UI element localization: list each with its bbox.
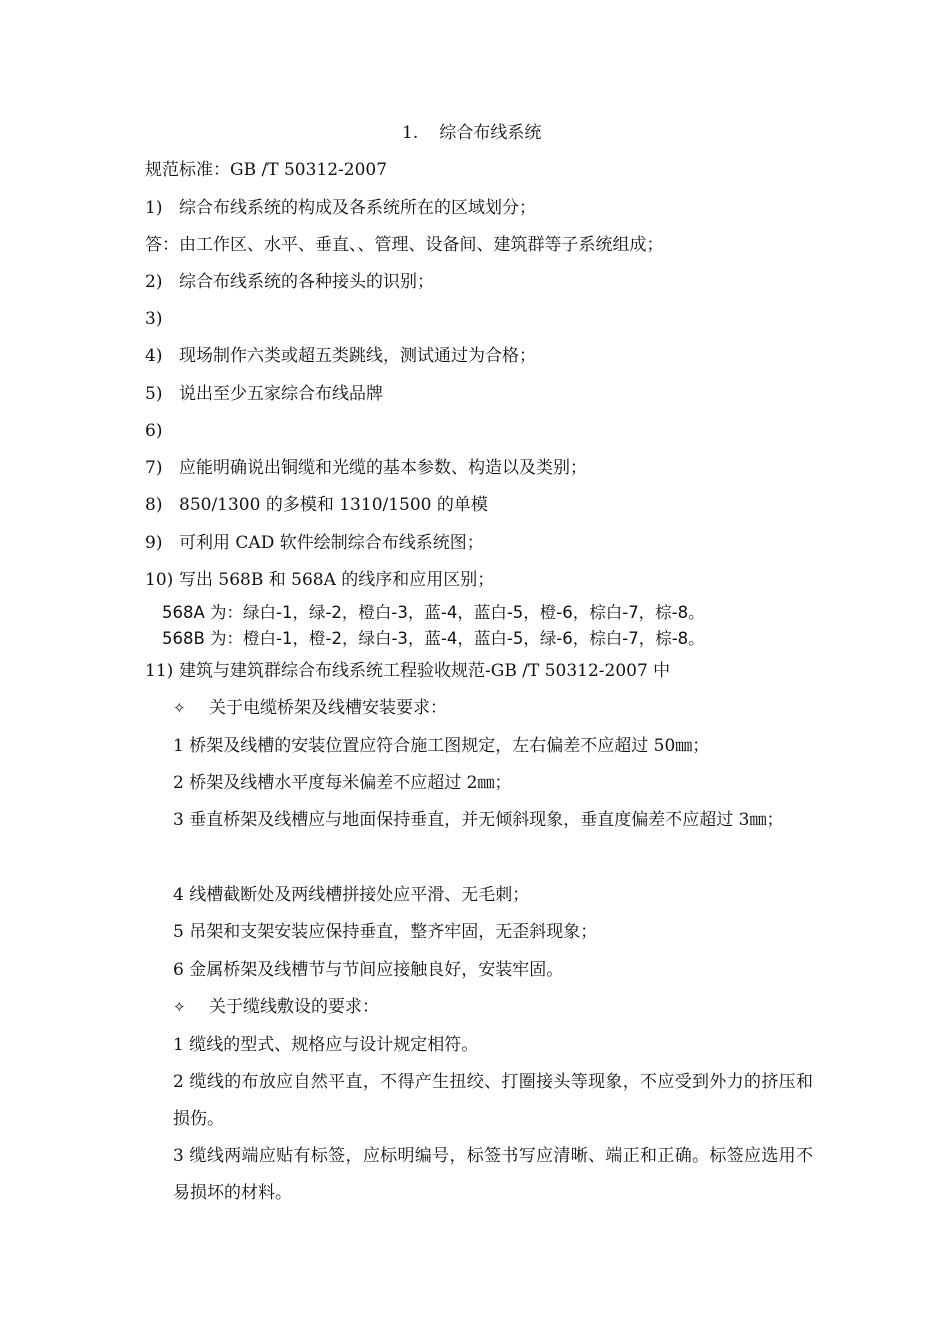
list-item bbox=[145, 198, 536, 218]
item-number: 8) bbox=[145, 495, 163, 515]
tray-heading-text: 关于电缆桥架及线槽安装要求： bbox=[209, 698, 447, 718]
list-item bbox=[145, 421, 179, 441]
item-number: 9) bbox=[145, 533, 163, 553]
item-number: 2) bbox=[145, 272, 163, 292]
diamond-bullet-icon: ✧ bbox=[173, 699, 186, 717]
item-number: 7) bbox=[145, 458, 163, 478]
tray-point: 2 桥架及线槽水平度每米偏差不应超过 2㎜； bbox=[173, 773, 512, 793]
item-text: 可利用 CAD 软件绘制综合布线系统图； bbox=[179, 533, 484, 553]
item-number: 10) bbox=[145, 570, 174, 590]
list-item bbox=[145, 570, 494, 590]
wiring-568b: 568B 为：橙白-1，橙-2，绿白-3，蓝-4，蓝白-5，绿-6，棕白-7，棕-8。 bbox=[162, 629, 705, 648]
answer-line: 答：由工作区、水平、垂直、、管理、设备间、建筑群等子系统组成； bbox=[145, 235, 664, 255]
item-number: 11) bbox=[145, 661, 174, 681]
item-number: 3) bbox=[145, 309, 163, 329]
diamond-bullet-icon: ✧ bbox=[173, 998, 186, 1016]
item-text: 现场制作六类或超五类跳线，测试通过为合格； bbox=[179, 346, 536, 366]
item-text: 建筑与建筑群综合布线系统工程验收规范-GB /T 50312-2007 中 bbox=[179, 661, 671, 681]
list-item bbox=[145, 384, 383, 404]
tray-point: 3 垂直桥架及线槽应与地面保持垂直，并无倾斜现象，垂直度偏差不应超过 3㎜； bbox=[173, 810, 784, 830]
document-title bbox=[402, 123, 541, 143]
list-item bbox=[145, 533, 484, 553]
cable-point: 1 缆线的型式、规格应与设计规定相符。 bbox=[173, 1035, 479, 1055]
tray-heading bbox=[173, 698, 447, 718]
item-text: 850/1300 的多模和 1310/1500 的单模 bbox=[179, 495, 488, 515]
tray-point: 5 吊架和支架安装应保持垂直，整齐牢固，无歪斜现象； bbox=[173, 922, 598, 942]
cable-heading bbox=[173, 997, 379, 1017]
tray-point: 6 金属桥架及线槽节与节间应接触良好，安装牢固。 bbox=[173, 960, 564, 980]
item-text: 综合布线系统的各种接头的识别； bbox=[179, 272, 434, 292]
tray-point: 1 桥架及线槽的安装位置应符合施工图规定，左右偏差不应超过 50㎜； bbox=[173, 736, 710, 756]
item-number: 1) bbox=[145, 198, 163, 218]
item-text: 说出至少五家综合布线品牌 bbox=[179, 384, 383, 404]
list-item bbox=[145, 309, 179, 329]
list-item bbox=[145, 272, 434, 292]
standard-line: 规范标准：GB /T 50312-2007 bbox=[145, 160, 388, 180]
wiring-568a: 568A 为：绿白-1，绿-2，橙白-3，蓝-4，蓝白-5，橙-6，棕白-7，棕-8。 bbox=[162, 603, 705, 622]
item-text: 综合布线系统的构成及各系统所在的区域划分； bbox=[179, 198, 536, 218]
list-item bbox=[145, 346, 536, 366]
title-text: 综合布线系统 bbox=[439, 123, 542, 143]
list-item bbox=[145, 495, 488, 515]
cable-point: 3 缆线两端应贴有标签，应标明编号，标签书写应清晰、端正和正确。标签应选用不易损坏的材料。 bbox=[173, 1146, 813, 1203]
item-text: 应能明确说出铜缆和光缆的基本参数、构造以及类别； bbox=[179, 458, 587, 478]
item-text: 写出 568B 和 568A 的线序和应用区别； bbox=[179, 570, 495, 590]
list-item bbox=[145, 661, 670, 681]
title-number: 1. bbox=[402, 123, 419, 143]
item-number: 4) bbox=[145, 346, 163, 366]
cable-heading-text: 关于缆线敷设的要求： bbox=[209, 997, 379, 1017]
item-number: 5) bbox=[145, 384, 163, 404]
cable-point: 2 缆线的布放应自然平直，不得产生扭绞、打圈接头等现象，不应受到外力的挤压和损伤。 bbox=[173, 1072, 813, 1129]
list-item bbox=[145, 458, 587, 478]
item-number: 6) bbox=[145, 421, 163, 441]
tray-point: 4 线槽截断处及两线槽拼接处应平滑、无毛刺； bbox=[173, 885, 530, 905]
